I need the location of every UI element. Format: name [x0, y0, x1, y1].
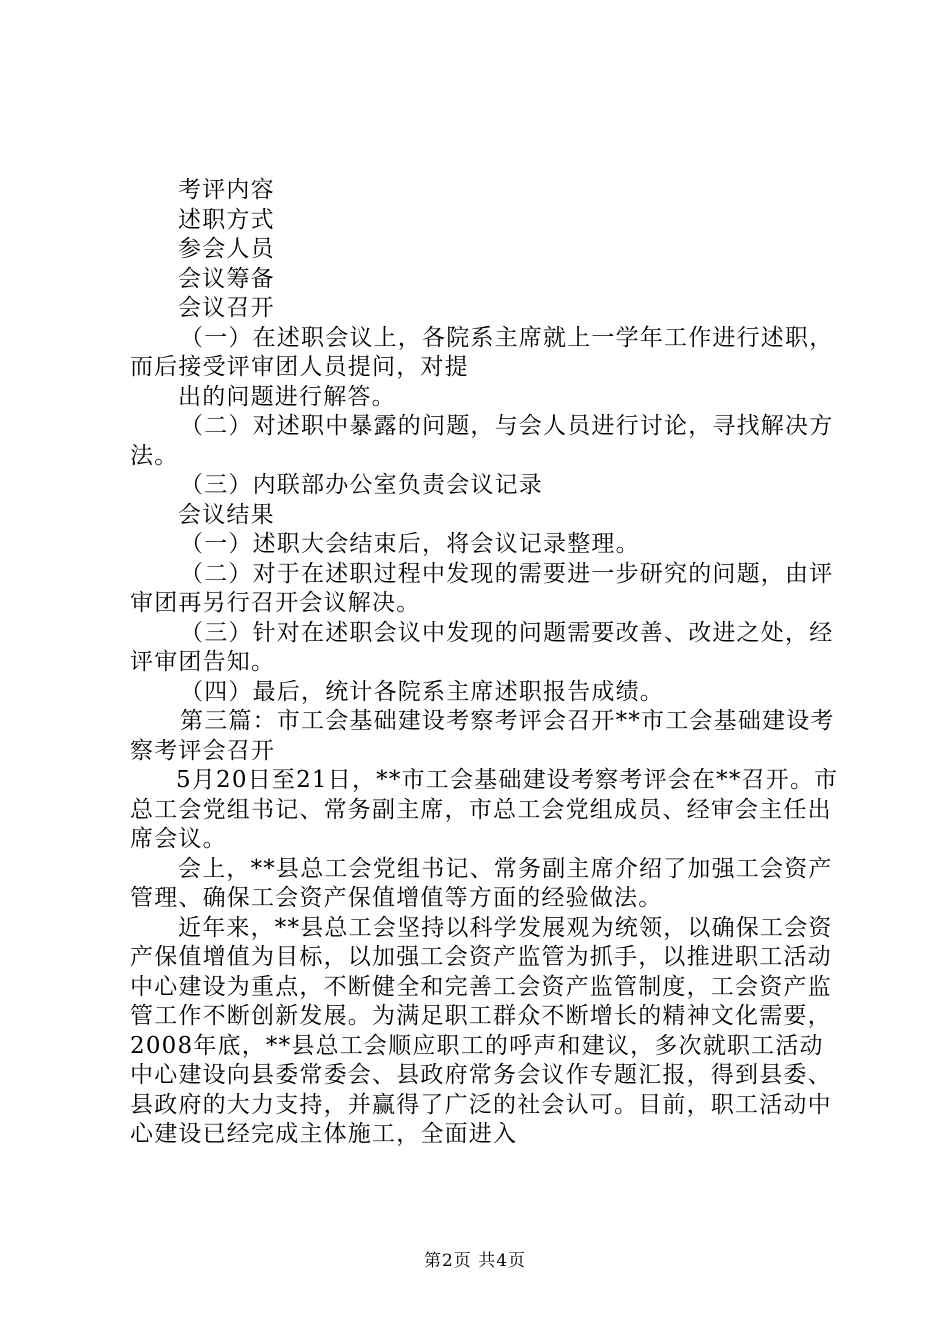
paragraph: （一）述职大会结束后，将会议记录整理。 [180, 531, 640, 557]
section-heading: 会议召开 [178, 295, 275, 321]
paragraph: 近年来，**县总工会坚持以科学发展观为统领，以确保工会资产保值增值为目标，以加强工会资产监管为抓手，以推进职工活动中心建设为重点，不断健全和完善工会资产监管制度，工会资产监管工作不断创新发展。为满足职工群众不断增长的精神文化需要，2008年底，**县总工会顺应职工的呼声和建议，多次就职工活动中心建设向县委常委会、县政府常务会议作专题汇报，得到县委、县政府的大力支持，并赢得了广泛的社会认可。目前，职工活动中心建设已经完成主体施工，全面进入 [130, 914, 833, 1147]
section-heading: 会议筹备 [178, 265, 275, 292]
paragraph: （三）内联部办公室负责会议记录 [180, 472, 543, 498]
paragraph: 会上，**县总工会党组书记、常务副主席介绍了加强工会资产管理、确保工会资产保值增值等方面的经验做法。 [130, 855, 833, 911]
section-heading: 参会人员 [178, 236, 275, 262]
paragraph: 出的问题进行解答。 [178, 383, 396, 410]
section-heading: 述职方式 [178, 206, 275, 233]
section-heading: 考评内容 [178, 177, 275, 203]
paragraph: 5月20日至21日，**市工会基础建设考察考评会在**召开。市总工会党组书记、常务副主席，市总工会党组成员、经审会主任出席会议。 [130, 767, 839, 852]
paragraph: （一）在述职会议上，各院系主席就上一学年工作进行述职，而后接受评审团人员提问，对提 [130, 324, 834, 380]
paragraph: （三）针对在述职会议中发现的问题需要改善、改进之处，经评审团告知。 [130, 619, 834, 675]
chapter-title: 第三篇：市工会基础建设考察考评会召开**市工会基础建设考察考评会召开 [130, 708, 835, 764]
paragraph: （四）最后，统计各院系主席述职报告成绩。 [180, 678, 664, 705]
paragraph: （二）对述职中暴露的问题，与会人员进行讨论，寻找解决方法。 [130, 413, 834, 469]
paragraph: （二）对于在述职过程中发现的需要进一步研究的问题，由评审团再另行召开会议解决。 [130, 560, 834, 616]
document-body [130, 176, 840, 1150]
page-footer: 第2页 共4页 [423, 1251, 527, 1271]
section-heading: 会议结果 [178, 501, 275, 528]
